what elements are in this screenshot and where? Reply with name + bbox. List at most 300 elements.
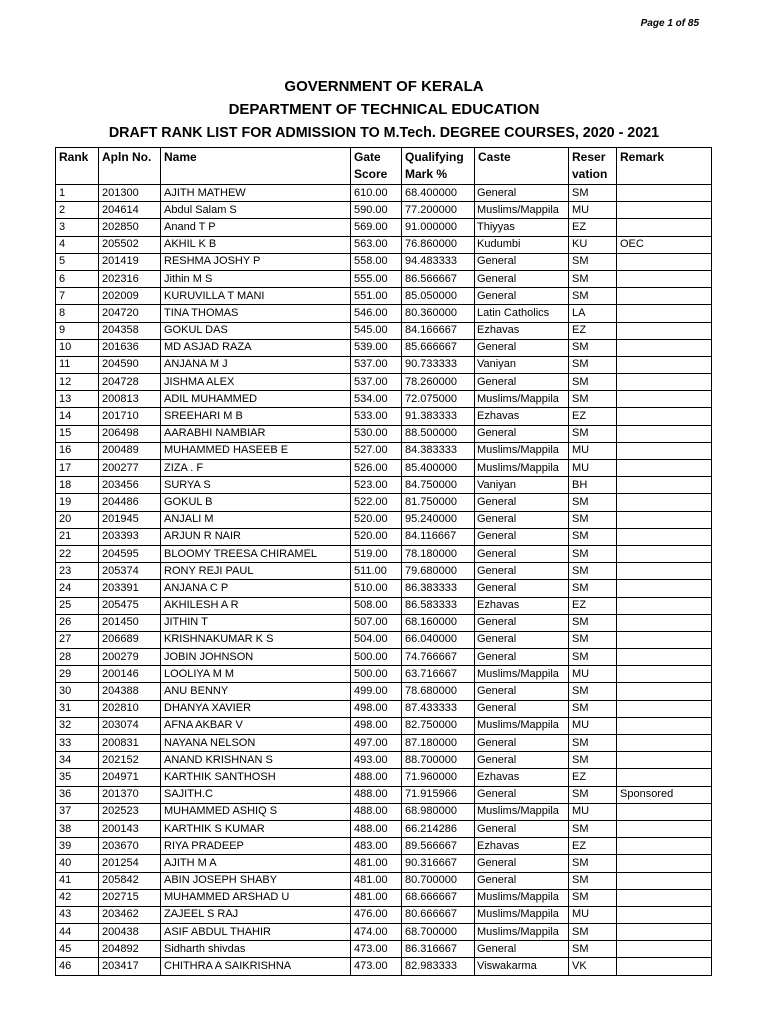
cell-caste: Muslims/Mappila [475,666,569,683]
cell-caste: General [475,872,569,889]
cell-remark [617,270,712,287]
cell-qualifying-mark: 71.915966 [402,786,475,803]
cell-gate-score: 520.00 [351,511,402,528]
cell-remark [617,649,712,666]
cell-rank: 2 [56,202,99,219]
cell-name: SREEHARI M B [161,408,351,425]
cell-caste: Vaniyan [475,356,569,373]
cell-qualifying-mark: 88.700000 [402,752,475,769]
cell-name: SAJITH.C [161,786,351,803]
cell-gate-score: 537.00 [351,374,402,391]
cell-caste: General [475,855,569,872]
header-qualifying-mark: Qualifying Mark % [402,148,475,185]
cell-gate-score: 537.00 [351,356,402,373]
cell-gate-score: 499.00 [351,683,402,700]
cell-caste: General [475,941,569,958]
cell-gate-score: 498.00 [351,700,402,717]
cell-apln-no: 204614 [99,202,161,219]
cell-name: BLOOMY TREESA CHIRAMEL [161,545,351,562]
cell-caste: General [475,649,569,666]
cell-qualifying-mark: 68.160000 [402,614,475,631]
cell-remark: OEC [617,236,712,253]
table-row [56,906,712,923]
cell-gate-score: 507.00 [351,614,402,631]
cell-name: ANU BENNY [161,683,351,700]
cell-remark [617,838,712,855]
cell-qualifying-mark: 87.433333 [402,700,475,717]
table-row [56,786,712,803]
cell-reservation: MU [569,717,617,734]
cell-qualifying-mark: 76.860000 [402,236,475,253]
cell-gate-score: 508.00 [351,597,402,614]
cell-reservation: SM [569,339,617,356]
cell-reservation: SM [569,941,617,958]
table-row [56,391,712,408]
cell-rank: 7 [56,288,99,305]
cell-reservation: SM [569,563,617,580]
cell-rank: 38 [56,820,99,837]
page-number: Page 1 of 85 [640,18,699,29]
cell-qualifying-mark: 68.400000 [402,185,475,202]
cell-remark [617,941,712,958]
heading-rank-list-title: DRAFT RANK LIST FOR ADMISSION TO M.Tech. DEGREE COURSES, 2020 - 2021 [108,125,660,141]
cell-qualifying-mark: 94.483333 [402,253,475,270]
table-row [56,408,712,425]
cell-gate-score: 476.00 [351,906,402,923]
cell-rank: 17 [56,460,99,477]
table-row [56,735,712,752]
cell-qualifying-mark: 74.766667 [402,649,475,666]
cell-reservation: SM [569,631,617,648]
cell-remark [617,803,712,820]
table-row [56,528,712,545]
cell-gate-score: 530.00 [351,425,402,442]
cell-gate-score: 500.00 [351,649,402,666]
table-row [56,236,712,253]
cell-qualifying-mark: 95.240000 [402,511,475,528]
cell-caste: Muslims/Mappila [475,803,569,820]
table-row [56,425,712,442]
cell-reservation: EZ [569,219,617,236]
header-remark: Remark [617,148,712,185]
cell-rank: 8 [56,305,99,322]
cell-reservation: SM [569,494,617,511]
cell-gate-score: 558.00 [351,253,402,270]
table-row [56,649,712,666]
cell-qualifying-mark: 85.666667 [402,339,475,356]
cell-name: AFNA AKBAR V [161,717,351,734]
cell-reservation: EZ [569,408,617,425]
cell-qualifying-mark: 84.116667 [402,528,475,545]
table-row [56,305,712,322]
cell-apln-no: 200813 [99,391,161,408]
cell-apln-no: 202523 [99,803,161,820]
cell-gate-score: 474.00 [351,924,402,941]
cell-remark [617,528,712,545]
cell-name: LOOLIYA M M [161,666,351,683]
cell-caste: General [475,253,569,270]
cell-rank: 29 [56,666,99,683]
cell-remark [617,855,712,872]
cell-reservation: MU [569,442,617,459]
cell-remark [617,356,712,373]
cell-apln-no: 201945 [99,511,161,528]
cell-reservation: SM [569,924,617,941]
cell-rank: 11 [56,356,99,373]
cell-remark [617,253,712,270]
cell-caste: Ezhavas [475,408,569,425]
cell-apln-no: 202152 [99,752,161,769]
table-row [56,820,712,837]
cell-rank: 41 [56,872,99,889]
cell-apln-no: 202810 [99,700,161,717]
cell-caste: Ezhavas [475,769,569,786]
cell-rank: 1 [56,185,99,202]
table-row [56,958,712,975]
cell-caste: General [475,786,569,803]
cell-qualifying-mark: 91.000000 [402,219,475,236]
cell-reservation: SM [569,872,617,889]
cell-apln-no: 200279 [99,649,161,666]
table-row [56,580,712,597]
cell-caste: Vaniyan [475,477,569,494]
cell-gate-score: 488.00 [351,803,402,820]
cell-qualifying-mark: 79.680000 [402,563,475,580]
cell-caste: Muslims/Mappila [475,202,569,219]
cell-name: ZIZA . F [161,460,351,477]
cell-apln-no: 204590 [99,356,161,373]
cell-rank: 3 [56,219,99,236]
cell-gate-score: 546.00 [351,305,402,322]
cell-apln-no: 205475 [99,597,161,614]
cell-reservation: LA [569,305,617,322]
cell-remark [617,339,712,356]
cell-reservation: MU [569,803,617,820]
cell-apln-no: 204595 [99,545,161,562]
table-row [56,374,712,391]
cell-name: ANJANA C P [161,580,351,597]
table-row [56,769,712,786]
cell-rank: 10 [56,339,99,356]
cell-name: AARABHI NAMBIAR [161,425,351,442]
cell-name: KARTHIK S KUMAR [161,820,351,837]
cell-name: AJITH M A [161,855,351,872]
cell-remark [617,442,712,459]
cell-qualifying-mark: 82.983333 [402,958,475,975]
cell-caste: General [475,511,569,528]
cell-caste: General [475,545,569,562]
cell-remark [617,374,712,391]
cell-caste: Muslims/Mappila [475,889,569,906]
cell-apln-no: 201254 [99,855,161,872]
cell-reservation: SM [569,700,617,717]
cell-qualifying-mark: 68.980000 [402,803,475,820]
cell-gate-score: 488.00 [351,820,402,837]
cell-caste: General [475,683,569,700]
cell-rank: 43 [56,906,99,923]
heading-government: GOVERNMENT OF KERALA [284,78,484,95]
cell-gate-score: 473.00 [351,958,402,975]
cell-caste: Muslims/Mappila [475,717,569,734]
cell-gate-score: 488.00 [351,786,402,803]
cell-reservation: VK [569,958,617,975]
cell-name: NAYANA NELSON [161,735,351,752]
cell-apln-no: 204486 [99,494,161,511]
cell-gate-score: 526.00 [351,460,402,477]
cell-caste: General [475,185,569,202]
cell-caste: General [475,820,569,837]
cell-apln-no: 200489 [99,442,161,459]
cell-remark [617,597,712,614]
cell-name: GOKUL DAS [161,322,351,339]
table-row [56,717,712,734]
cell-remark [617,494,712,511]
cell-apln-no: 200831 [99,735,161,752]
cell-gate-score: 481.00 [351,855,402,872]
cell-name: JISHMA ALEX [161,374,351,391]
table-row [56,460,712,477]
cell-reservation: SM [569,511,617,528]
cell-qualifying-mark: 82.750000 [402,717,475,734]
cell-qualifying-mark: 91.383333 [402,408,475,425]
cell-apln-no: 201370 [99,786,161,803]
cell-rank: 23 [56,563,99,580]
cell-reservation: SM [569,356,617,373]
cell-caste: General [475,614,569,631]
cell-reservation: MU [569,906,617,923]
cell-name: Anand T P [161,219,351,236]
cell-rank: 4 [56,236,99,253]
cell-name: RONY REJI PAUL [161,563,351,580]
cell-reservation: BH [569,477,617,494]
table-row [56,219,712,236]
cell-qualifying-mark: 80.666667 [402,906,475,923]
cell-gate-score: 522.00 [351,494,402,511]
cell-qualifying-mark: 78.260000 [402,374,475,391]
cell-qualifying-mark: 86.566667 [402,270,475,287]
cell-apln-no: 201710 [99,408,161,425]
cell-caste: General [475,580,569,597]
cell-remark [617,305,712,322]
cell-apln-no: 205842 [99,872,161,889]
cell-rank: 15 [56,425,99,442]
cell-qualifying-mark: 86.583333 [402,597,475,614]
cell-name: Jithin M S [161,270,351,287]
cell-gate-score: 488.00 [351,769,402,786]
cell-caste: General [475,563,569,580]
cell-gate-score: 520.00 [351,528,402,545]
cell-apln-no: 201636 [99,339,161,356]
cell-reservation: EZ [569,769,617,786]
cell-reservation: MU [569,202,617,219]
cell-apln-no: 204971 [99,769,161,786]
cell-apln-no: 203670 [99,838,161,855]
cell-name: JOBIN JOHNSON [161,649,351,666]
table-row [56,666,712,683]
cell-remark [617,700,712,717]
table-row [56,339,712,356]
cell-reservation: SM [569,683,617,700]
cell-name: ADIL MUHAMMED [161,391,351,408]
cell-gate-score: 500.00 [351,666,402,683]
cell-apln-no: 204720 [99,305,161,322]
cell-rank: 36 [56,786,99,803]
cell-gate-score: 523.00 [351,477,402,494]
cell-apln-no: 201450 [99,614,161,631]
cell-reservation: SM [569,391,617,408]
cell-name: ARJUN R NAIR [161,528,351,545]
cell-reservation: SM [569,889,617,906]
cell-reservation: SM [569,820,617,837]
cell-caste: General [475,528,569,545]
cell-gate-score: 473.00 [351,941,402,958]
cell-rank: 13 [56,391,99,408]
cell-name: TINA THOMAS [161,305,351,322]
cell-remark [617,769,712,786]
cell-gate-score: 555.00 [351,270,402,287]
cell-caste: General [475,735,569,752]
cell-apln-no: 202009 [99,288,161,305]
cell-remark [617,820,712,837]
cell-reservation: EZ [569,838,617,855]
cell-rank: 40 [56,855,99,872]
cell-gate-score: 519.00 [351,545,402,562]
cell-qualifying-mark: 66.040000 [402,631,475,648]
cell-apln-no: 204358 [99,322,161,339]
table-row [56,855,712,872]
cell-rank: 31 [56,700,99,717]
cell-qualifying-mark: 77.200000 [402,202,475,219]
table-row [56,494,712,511]
cell-reservation: SM [569,545,617,562]
cell-remark [617,219,712,236]
cell-gate-score: 545.00 [351,322,402,339]
table-row [56,185,712,202]
cell-qualifying-mark: 68.700000 [402,924,475,941]
cell-name: MUHAMMED ASHIQ S [161,803,351,820]
cell-gate-score: 590.00 [351,202,402,219]
cell-name: GOKUL B [161,494,351,511]
cell-name: KARTHIK SANTHOSH [161,769,351,786]
cell-remark [617,460,712,477]
table-row [56,614,712,631]
cell-gate-score: 539.00 [351,339,402,356]
cell-gate-score: 498.00 [351,717,402,734]
cell-reservation: SM [569,735,617,752]
cell-name: AJITH MATHEW [161,185,351,202]
cell-qualifying-mark: 68.666667 [402,889,475,906]
heading-department: DEPARTMENT OF TECHNICAL EDUCATION [228,101,540,118]
cell-rank: 6 [56,270,99,287]
cell-reservation: EZ [569,597,617,614]
cell-name: RIYA PRADEEP [161,838,351,855]
cell-rank: 25 [56,597,99,614]
cell-caste: General [475,631,569,648]
cell-reservation: SM [569,649,617,666]
cell-reservation: SM [569,752,617,769]
cell-caste: Muslims/Mappila [475,906,569,923]
cell-gate-score: 497.00 [351,735,402,752]
table-row [56,803,712,820]
cell-rank: 14 [56,408,99,425]
cell-rank: 32 [56,717,99,734]
cell-name: ASIF ABDUL THAHIR [161,924,351,941]
cell-apln-no: 202316 [99,270,161,287]
cell-remark [617,477,712,494]
cell-gate-score: 527.00 [351,442,402,459]
cell-reservation: SM [569,374,617,391]
cell-qualifying-mark: 90.733333 [402,356,475,373]
cell-reservation: SM [569,855,617,872]
cell-rank: 21 [56,528,99,545]
table-row [56,597,712,614]
cell-reservation: KU [569,236,617,253]
cell-remark [617,288,712,305]
cell-rank: 44 [56,924,99,941]
cell-remark [617,545,712,562]
cell-remark [617,906,712,923]
cell-remark [617,683,712,700]
header-gate-score: Gate Score [351,148,402,185]
cell-gate-score: 511.00 [351,563,402,580]
table-row [56,752,712,769]
cell-gate-score: 569.00 [351,219,402,236]
cell-remark [617,889,712,906]
cell-qualifying-mark: 72.075000 [402,391,475,408]
cell-name: ANJANA M J [161,356,351,373]
cell-qualifying-mark: 80.700000 [402,872,475,889]
cell-caste: Ezhavas [475,322,569,339]
cell-apln-no: 201419 [99,253,161,270]
cell-name: KURUVILLA T MANI [161,288,351,305]
cell-caste: Ezhavas [475,597,569,614]
cell-name: KRISHNAKUMAR K S [161,631,351,648]
table-row [56,941,712,958]
cell-caste: Latin Catholics [475,305,569,322]
cell-apln-no: 204892 [99,941,161,958]
cell-apln-no: 201300 [99,185,161,202]
cell-remark [617,425,712,442]
cell-rank: 33 [56,735,99,752]
cell-caste: General [475,288,569,305]
cell-rank: 34 [56,752,99,769]
cell-rank: 26 [56,614,99,631]
table-body [56,185,712,976]
cell-remark [617,717,712,734]
cell-reservation: MU [569,460,617,477]
table-row [56,563,712,580]
cell-apln-no: 203417 [99,958,161,975]
cell-gate-score: 483.00 [351,838,402,855]
cell-name: AKHILESH A R [161,597,351,614]
cell-qualifying-mark: 81.750000 [402,494,475,511]
cell-rank: 22 [56,545,99,562]
cell-rank: 12 [56,374,99,391]
cell-apln-no: 203456 [99,477,161,494]
cell-name: CHITHRA A SAIKRISHNA [161,958,351,975]
cell-rank: 5 [56,253,99,270]
cell-remark [617,924,712,941]
cell-name: JITHIN T [161,614,351,631]
cell-caste: Muslims/Mappila [475,442,569,459]
cell-name: RESHMA JOSHY P [161,253,351,270]
cell-qualifying-mark: 84.750000 [402,477,475,494]
cell-rank: 46 [56,958,99,975]
table-row [56,872,712,889]
table-row [56,253,712,270]
cell-caste: General [475,752,569,769]
cell-qualifying-mark: 85.400000 [402,460,475,477]
